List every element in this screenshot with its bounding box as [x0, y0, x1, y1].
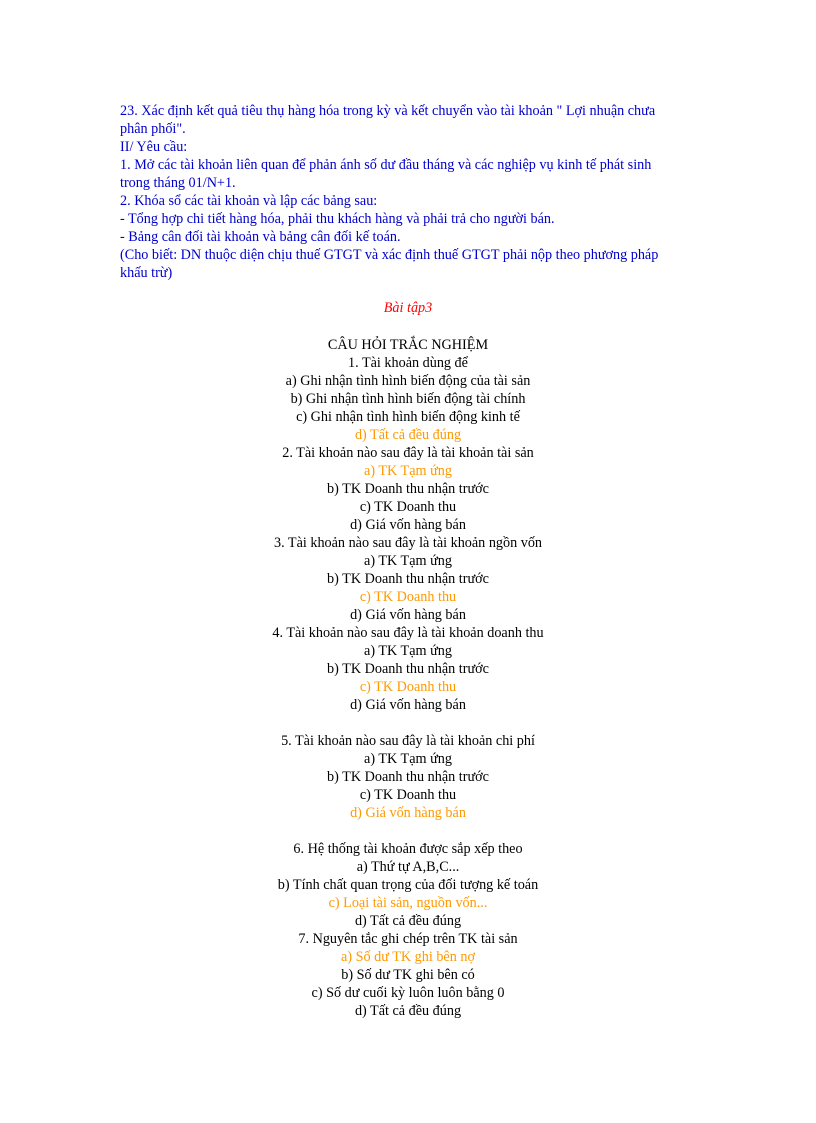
answer-option: c) TK Doanh thu: [359, 787, 457, 803]
answer-option: b) TK Doanh thu nhận trước: [327, 769, 489, 785]
answer-option: a) Thứ tự A,B,C...: [356, 859, 460, 875]
question-3: 3. Tài khoản nào sau đây là tài khoản ngồn vốn: [273, 535, 543, 551]
correct-answer-option: d) Giá vốn hàng bán: [350, 805, 466, 821]
answer-option: c) Số dư cuối kỳ luôn luôn bằng 0: [311, 985, 505, 1001]
question-7: 7. Nguyên tắc ghi chép trên TK tài sản: [298, 931, 518, 947]
intro-line: (Cho biết: DN thuộc diện chịu thuế GTGT và xác định thuế GTGT phải nộp theo phương pháp: [120, 247, 659, 263]
correct-answer-option: a) TK Tạm ứng: [364, 463, 452, 479]
answer-option: b) Số dư TK ghi bên có: [341, 967, 475, 983]
answer-option: b) Tính chất quan trọng của đối tượng kế toán: [277, 877, 539, 893]
answer-option: d) Giá vốn hàng bán: [350, 607, 466, 623]
question-5: 5. Tài khoản nào sau đây là tài khoản chi phí: [281, 733, 535, 749]
correct-answer-option: a) Số dư TK ghi bên nợ: [341, 949, 475, 965]
quiz-section: [0, 336, 816, 1020]
intro-line: 1. Mở các tài khoản liên quan để phản ánh số dư đầu tháng và các nghiệp vụ kinh tế phát sinh: [120, 157, 652, 173]
exercise-title: Bài tập3: [383, 300, 433, 316]
question-1: 1. Tài khoản dùng để: [348, 355, 468, 371]
question-2: 2. Tài khoản nào sau đây là tài khoản tài sản: [282, 445, 534, 461]
answer-option: a) Ghi nhận tình hình biến động của tài sản: [285, 373, 531, 389]
intro-line: 2. Khóa sổ các tài khoản và lập các bảng sau:: [120, 193, 378, 209]
spacer: [0, 822, 816, 840]
answer-option: b) TK Doanh thu nhận trước: [327, 481, 489, 497]
correct-answer-option: d) Tất cả đều đúng: [354, 427, 462, 443]
answer-option: d) Giá vốn hàng bán: [350, 517, 466, 533]
intro-line: 23. Xác định kết quả tiêu thụ hàng hóa trong kỳ và kết chuyển vào tài khoản " Lợi nhuận chưa: [120, 103, 656, 119]
answer-option: a) TK Tạm ứng: [364, 643, 452, 659]
answer-option: b) TK Doanh thu nhận trước: [327, 571, 489, 587]
requirements-section: [120, 102, 690, 282]
answer-option: a) TK Tạm ứng: [364, 751, 452, 767]
answer-option: d) Tất cả đều đúng: [354, 1003, 462, 1019]
intro-line: - Tổng hợp chi tiết hàng hóa, phải thu khách hàng và phải trả cho người bán.: [120, 211, 555, 227]
answer-option: b) TK Doanh thu nhận trước: [327, 661, 489, 677]
question-4: 4. Tài khoản nào sau đây là tài khoản doanh thu: [272, 625, 544, 641]
correct-answer-option: c) TK Doanh thu: [359, 679, 457, 695]
answer-option: d) Giá vốn hàng bán: [350, 697, 466, 713]
answer-option: c) TK Doanh thu: [359, 499, 457, 515]
answer-option: c) Ghi nhận tình hình biến động kinh tế: [296, 409, 520, 425]
intro-line: trong tháng 01/N+1.: [120, 175, 236, 191]
answer-option: b) Ghi nhận tình hình biến động tài chính: [290, 391, 526, 407]
answer-option: d) Tất cả đều đúng: [354, 913, 462, 929]
intro-line: II/ Yêu cầu:: [120, 139, 188, 155]
spacer: [0, 714, 816, 732]
intro-line: phân phối".: [120, 121, 186, 137]
intro-line: khấu trừ): [120, 265, 173, 281]
question-6: 6. Hệ thống tài khoản được sắp xếp theo: [293, 841, 523, 857]
intro-line: - Bảng cân đối tài khoản và bảng cân đối kế toán.: [120, 229, 401, 245]
quiz-heading: CÂU HỎI TRẮC NGHIỆM: [327, 337, 489, 353]
answer-option: a) TK Tạm ứng: [364, 553, 452, 569]
correct-answer-option: c) TK Doanh thu: [359, 589, 457, 605]
correct-answer-option: c) Loại tài sản, nguồn vốn...: [328, 895, 488, 911]
